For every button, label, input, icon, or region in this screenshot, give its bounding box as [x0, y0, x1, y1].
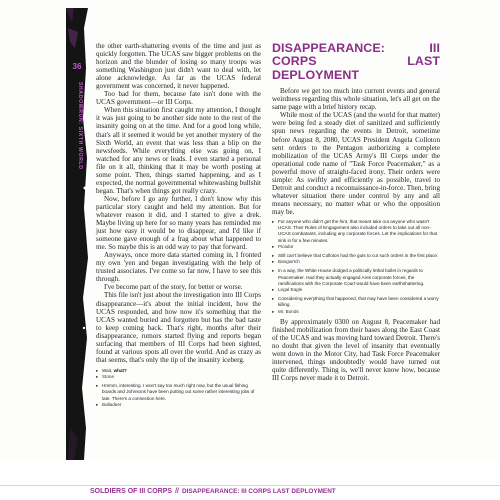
- page-number: 36: [72, 62, 82, 71]
- grunge-texture-icon: [66, 8, 88, 460]
- shadowtalk-message: [96, 383, 261, 402]
- body-paragraph: I've become part of the story, for better or worse.: [104, 283, 243, 292]
- right-column: [272, 42, 440, 382]
- left-column: [96, 42, 261, 411]
- body-paragraph: While most of the UCAS (and the world for that matter) were being fed a steady diet of sanitized and sufficiently spun news regarding the events in Detroit, sometime before August 8, 2080, UCAS President Angela Colloton sent orders to the Pentagon authorizing a complete mobilization of the UCAS Army's III Corps under the operational code name of "Task Force Peacemaker," as a powerful move of straight-faced irony. Their orders were simple: As swiftly and efficiently as possible, travel to Detroit and conduct a reconnaissance-in-force. Then, bring whatever situation there under control by any and all means necessary, no matter what or who the opposition may be.: [272, 111, 440, 216]
- shadowtalk-message: ▸ In a way, the White House dodged a politically lethal bullet in regards to Peacemaker. Had they actually engaged Ares corporate forces, the ramifications with the Corporate Court would have been earthshattering.: [272, 268, 440, 287]
- body-paragraph: the other earth-shattering events of the time and just as quickly forgotten. The UCAS saw bigger problems on the horizon and the blunder of losing so many troops was something Washington just didn't want to deal with, let alone acknowledge. As far as the UCAS federal government was concerned, it never happened.: [96, 42, 261, 91]
- body-paragraph: By approximately 0300 on August 8, Peacemaker had finished mobilization from their bases along the East Coast of the UCAS and was moving hard toward Detroit. There's no doubt that given the level of insanity that eventually went down in the Motor City, had Task Force Peacemaker intervened, things undoubtedly would have turned out quite differently. Thing is, we'll never know how, because III Corps never made it to Detroit.: [272, 317, 440, 383]
- shadowtalk-list: [272, 219, 440, 315]
- sidebar-strip: [66, 8, 88, 460]
- shadowtalk-message: ▸ Still can't believe that Colloton had the guts to cut such orders in the first place.: [272, 253, 440, 259]
- section-heading: DISAPPEARANCE: III CORPS LAST DEPLOYMENT: [272, 41, 440, 82]
- body-paragraph: Before we get too much into current events and general weirdness regarding this whole situation, let's all get on the same page with a brief history recap.: [272, 87, 440, 112]
- footer-separator: //: [175, 488, 179, 495]
- body-paragraph: Now, before I go any further, I don't know why this particular story caught and held my attention. But for whatever reason it did, and I started to give a drek. Maybe living up here for so many years has reminded me just how easy it would be to disappear, and I'd like if someone gave enough of a frag about what happened to me. So maybe this is an odd way to pay that forward.: [96, 194, 261, 252]
- shadowtalk-handle: ▸ Bangwrtch: [272, 259, 440, 265]
- shadowtalk-list: [96, 368, 261, 408]
- body-paragraph: Anyways, once more data started coming in, I fronted my own 'yen and began investigating with the help of trusted associates. I've come so far now, I have to see this through.: [96, 251, 261, 284]
- shadowtalk-message: ▸ Considering everything that happened, that may have been considered a worry killing.: [272, 296, 440, 308]
- footer-book-title: SOLDIERS OF III CORPS: [90, 488, 173, 495]
- body-paragraph: This file isn't just about the investigation into III Corps disappearance—it's about the initial incident, how the UCAS responded, and how now it's something that the UCAS wanted buried and forgotten but has the bad taste to keep coming back. That's right, months after their disappearance, rumors started flying and reports began surfacing that members of III Corps had been sighted, found at various spots all over the world. And as crazy as that seems, that's only the tip of the insanity iceberg.: [96, 291, 261, 364]
- shadowtalk-handle: ▸ Stone: [96, 374, 261, 380]
- sidebar-section-label: SHADOWRUN: SIXTH WORLD: [77, 82, 83, 170]
- shadowtalk-handle: ▸ Mr. Bonds: [272, 309, 440, 315]
- footer-divider: [0, 485, 500, 486]
- shadowtalk-handle: ▸ Legal Eagle: [272, 287, 440, 293]
- body-paragraph: Too bad for them, because fate isn't done with the UCAS government—or III Corps.: [96, 90, 261, 107]
- running-footer: [90, 488, 336, 495]
- shadowtalk-handle: ▸ Balladeer: [96, 402, 261, 408]
- body-paragraph: When this situation first caught my attention, I thought it was just going to be another side note to the rest of the insanity going on at the time. And for a good long while, that's all it seemed it would be yet another mystery of the Sixth World, an event that was less than a blip on the newsfeeds. While everything else was going on, I watched for any news or leads. I even started a personal file on it all, thinking that it may be worth posting at some point. Then, things started happening, and as I expected, the normal governmental whitewashing bullshit began. That's when things got really crazy.: [96, 106, 261, 195]
- footer-section-title: DISAPPEARANCE: III CORPS LAST DEPLOYMENT: [181, 488, 336, 495]
- shadowtalk-message: ▸ For anyone who didn't get the hint, that meant take out anyone who wasn't UCAS. Their Rules of Engagement also included orders to take out all non-UCAS combatants, including any corporate forces. Let the implications for that sink in for a few minutes.: [272, 219, 440, 244]
- shadowtalk-text: Wait,: [102, 367, 114, 373]
- shadowtalk-handle: ▸ Picador: [272, 244, 440, 250]
- shadowtalk-text: Hmmm, interesting. I won't say too much right now, but the usual fishing boards and Johnsons have been putting out some rather interesting jobs of late. There's a connection here.: [102, 383, 255, 401]
- shadowtalk-emphasis: what?: [113, 367, 127, 373]
